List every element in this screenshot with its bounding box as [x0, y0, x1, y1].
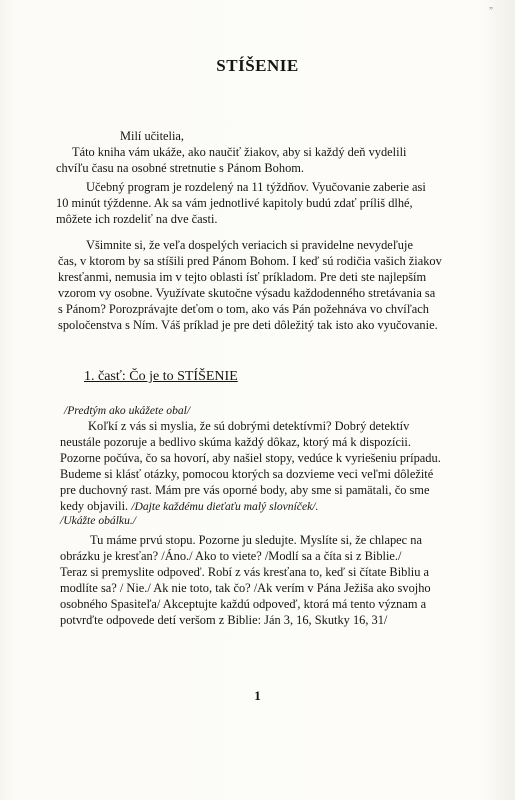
- intro-line-3: Učebný program je rozdelený na 11 týždňov. Vyučovanie zaberie asi: [86, 180, 426, 194]
- story-line-6: potvrďte odpovede detí veršom z Biblie: Ján 3, 16, Skutky 16, 31/: [60, 613, 388, 627]
- body-line-1: Koľkí z vás si myslia, že sú dobrými detektívmi? Dobrý detektív: [88, 419, 410, 433]
- greeting: Milí učitelia,: [120, 129, 185, 143]
- story-line-2: obrázku je kresťan? /Áno./ Ako to viete? /Modlí sa a číta si z Biblie./: [60, 549, 402, 563]
- para2-line-4: vzorom vy osobne. Využívate skutočne výsadu každodenného stretávania sa: [58, 286, 436, 300]
- para2-line-1: Všimnite si, že veľa dospelých veriacich si pravidelne nevydeľuje: [86, 238, 413, 252]
- para2-line-3: kresťanmi, nemusia im v tejto oblasti ísť príkladom. Pre deti ste najlepším: [58, 270, 427, 284]
- instruction-1: /Predtým ako ukážete obal/: [64, 404, 191, 417]
- para2-line-6: spoločenstva s Ním. Váš príklad je pre deti dôležitý tak isto ako vyučovanie.: [58, 318, 438, 332]
- page-title: STÍŠENIE: [216, 56, 299, 75]
- section-heading: 1. časť: Čo je to STÍŠENIE: [84, 369, 238, 384]
- body-line-6-text: kedy objavili.: [60, 499, 132, 513]
- instruction-2: /Ukážte obálku./: [60, 514, 136, 527]
- body-line-6-instruction: /Dajte každému dieťaťu malý slovníček/.: [131, 500, 319, 513]
- page-number: 1: [254, 688, 261, 703]
- intro-line-4: 10 minút týždenne. Ak sa vám jednotlivé kapitoly budú zdať príliš dlhé,: [56, 196, 413, 210]
- corner-mark: „: [489, 0, 493, 10]
- para2-line-5: s Pánom? Porozprávajte deťom o tom, ako vás Pán požehnáva vo chvíľach: [58, 302, 429, 316]
- story-line-4: modlíte sa? / Nie./ Ak nie toto, tak čo? /Ak verím v Pána Ježiša ako svojho: [60, 581, 431, 595]
- intro-line-2: chvíľu času na osobné stretnutie s Pánom Bohom.: [56, 161, 304, 175]
- body-line-5: pre duchovný rast. Mám pre vás oporné body, aby sme si pamätali, čo sme: [60, 483, 430, 497]
- story-line-3: Teraz si premyslite odpoveď. Robí z vás kresťana to, keď si čítate Bibliu a: [60, 565, 430, 579]
- story-line-1: Tu máme prvú stopu. Pozorne ju sledujte. Myslíte si, že chlapec na: [90, 533, 422, 547]
- body-line-2: neustále pozoruje a bedlivo skúma každý dôkaz, ktorý má k dispozícii.: [60, 435, 411, 449]
- para2-line-2: čas, v ktorom by sa stíšili pred Pánom Bohom. I keď sú rodičia vašich žiakov: [58, 254, 442, 268]
- body-line-4: Budeme si klásť otázky, pomocou ktorých sa dozvieme veci veľmi dôležité: [60, 467, 434, 481]
- story-line-5: osobného Spasiteľa/ Akceptujte každú odpoveď, ktorá má tento význam a: [60, 597, 427, 611]
- intro-line-1: Táto kniha vám ukáže, ako naučiť žiakov, aby si každý deň vydelili: [72, 145, 407, 159]
- intro-line-5: môžete ich rozdeliť na dve časti.: [56, 212, 218, 226]
- body-line-3: Pozorne počúva, čo sa hovorí, aby našiel stopy, vedúce k vyriešeniu prípadu.: [60, 451, 441, 465]
